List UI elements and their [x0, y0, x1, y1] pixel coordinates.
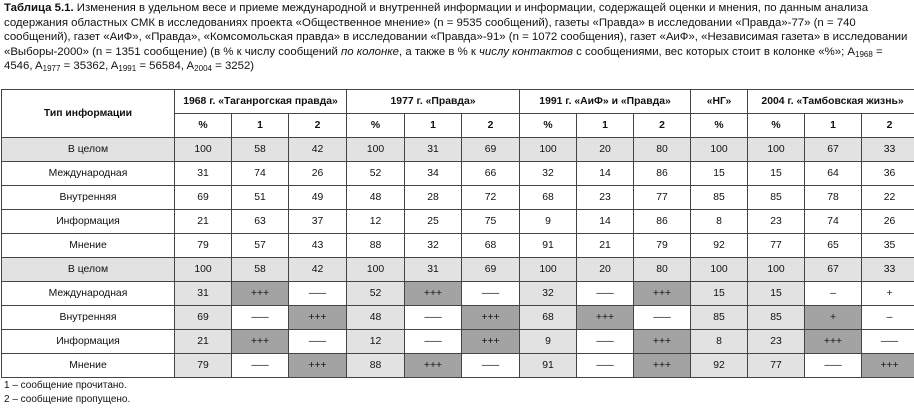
table-cell: 51 [232, 186, 289, 210]
table-cell: +++ [232, 282, 289, 306]
table-row [2, 306, 914, 330]
table-cell: + [862, 282, 914, 306]
table-row [2, 138, 914, 162]
sub-header: % [347, 114, 405, 138]
table-row [2, 210, 914, 234]
table-cell: 52 [347, 162, 405, 186]
table-cell: 28 [405, 186, 462, 210]
table-row [2, 234, 914, 258]
table-cell: 79 [175, 354, 232, 378]
table-cell: 48 [347, 186, 405, 210]
table-cell: 58 [232, 138, 289, 162]
table-cell: 35 [862, 234, 914, 258]
table-cell: 15 [748, 162, 805, 186]
table-cell: 92 [691, 354, 748, 378]
table-cell: 69 [175, 306, 232, 330]
table-cell: 8 [691, 210, 748, 234]
table-cell: 69 [462, 258, 520, 282]
table-cell: +++ [405, 282, 462, 306]
table-cell: 68 [520, 186, 577, 210]
table-cell: ––– [634, 306, 691, 330]
table-cell: 100 [691, 258, 748, 282]
table-cell: 8 [691, 330, 748, 354]
table-cell: 20 [577, 138, 634, 162]
data-table [1, 89, 914, 378]
table-cell: 21 [175, 210, 232, 234]
table-cell: ––– [405, 330, 462, 354]
group-header: 1977 г. «Правда» [347, 90, 520, 114]
table-cell: ––– [462, 282, 520, 306]
table-cell: 69 [175, 186, 232, 210]
row-label: Внутренняя [2, 306, 175, 330]
table-cell: +++ [862, 354, 914, 378]
table-row [2, 186, 914, 210]
table-cell: – [805, 282, 862, 306]
caption-italic: числу контактов [479, 45, 573, 58]
row-label: Внутренняя [2, 186, 175, 210]
table-cell: 74 [232, 162, 289, 186]
table-cell: 80 [634, 138, 691, 162]
table-cell: 21 [175, 330, 232, 354]
caption-number: Таблица 5.1. [4, 2, 74, 14]
table-cell: 31 [175, 282, 232, 306]
footnotes [4, 379, 130, 406]
table-cell: 31 [405, 258, 462, 282]
table-cell: 69 [462, 138, 520, 162]
table-cell: 88 [347, 354, 405, 378]
table-cell: 37 [289, 210, 347, 234]
table-row [2, 162, 914, 186]
table-cell: 64 [805, 162, 862, 186]
table-cell: 15 [748, 282, 805, 306]
table-cell: 23 [748, 330, 805, 354]
table-cell: 72 [462, 186, 520, 210]
table-cell: ––– [577, 282, 634, 306]
sub-header: % [520, 114, 577, 138]
table-cell: 85 [691, 306, 748, 330]
table-cell: 12 [347, 210, 405, 234]
sub-header: % [175, 114, 232, 138]
row-label: Мнение [2, 234, 175, 258]
table-cell: 100 [175, 138, 232, 162]
table-cell: ––– [289, 282, 347, 306]
table-cell: 9 [520, 210, 577, 234]
sub-header: 1 [805, 114, 862, 138]
row-label: Международная [2, 282, 175, 306]
sub-header: 2 [634, 114, 691, 138]
table-cell: ––– [289, 330, 347, 354]
row-label: В целом [2, 138, 175, 162]
table-cell: ––– [577, 354, 634, 378]
table-cell: 100 [347, 258, 405, 282]
table-cell: 78 [805, 186, 862, 210]
table-cell: 32 [520, 282, 577, 306]
table-cell: 88 [347, 234, 405, 258]
table-cell: 32 [405, 234, 462, 258]
table-cell: 77 [748, 354, 805, 378]
table-cell: – [862, 306, 914, 330]
table-cell: 32 [520, 162, 577, 186]
table-cell: 26 [862, 210, 914, 234]
caption-subscript: 2004 [194, 64, 212, 74]
table-cell: 77 [748, 234, 805, 258]
table-cell: 85 [691, 186, 748, 210]
table-cell: ––– [577, 330, 634, 354]
table-cell: 31 [405, 138, 462, 162]
sub-header: 1 [405, 114, 462, 138]
table-cell: 14 [577, 210, 634, 234]
table-cell: 91 [520, 234, 577, 258]
table-row [2, 354, 914, 378]
group-header: 1991 г. «АиФ» и «Правда» [520, 90, 691, 114]
table-cell: 42 [289, 258, 347, 282]
table-cell: 58 [232, 258, 289, 282]
caption-text: = 3252) [211, 60, 255, 73]
table-cell: 36 [862, 162, 914, 186]
table-cell: 31 [175, 162, 232, 186]
table-cell: +++ [634, 354, 691, 378]
table-cell: 26 [289, 162, 347, 186]
table-cell: ––– [405, 306, 462, 330]
table-cell: +++ [805, 330, 862, 354]
table-cell: 43 [289, 234, 347, 258]
table-cell: 49 [289, 186, 347, 210]
caption-text: , а также в % к [399, 45, 480, 58]
table-cell: +++ [462, 330, 520, 354]
table-cell: ––– [232, 306, 289, 330]
caption-subscript: 1991 [118, 64, 137, 74]
caption-text: = 4546, A [4, 45, 883, 73]
table-cell: 48 [347, 306, 405, 330]
footnote: 1 – сообщение прочитано. [4, 380, 127, 391]
table-cell: ––– [862, 330, 914, 354]
table-cell: 74 [805, 210, 862, 234]
table-cell: +++ [405, 354, 462, 378]
caption-text: Изменения в удельном весе и приеме международной и внутренней информации и информации, содержащей оценки и мнения, по данным анализа содержания областных СМК в исследованиях проекта «Общественное мнение» (n = 9535 сообщений), газеты «Правда» в исследовании «Правда»-77» (n = 740 сообщений), газет «АиФ», «Правда», «Комсомольская правда» в исследовании «Правда»-91» (n = 1072 сообщения), газет «АиФ», «Независимая газета» в исследовании «Выборы-2000» (n = 1351 сообщение) (в % к числу сообщений [4, 2, 908, 58]
table-cell: ––– [232, 354, 289, 378]
group-header: 1968 г. «Таганрогская правда» [175, 90, 347, 114]
sub-header: 2 [862, 114, 914, 138]
table-cell: +++ [462, 306, 520, 330]
table-cell: 86 [634, 162, 691, 186]
caption-italic: по колонке [341, 45, 399, 58]
table-cell: 100 [520, 138, 577, 162]
row-label: Международная [2, 162, 175, 186]
table-cell: 20 [577, 258, 634, 282]
table-cell: 21 [577, 234, 634, 258]
table-cell: +++ [289, 354, 347, 378]
table-cell: 86 [634, 210, 691, 234]
table-cell: 34 [405, 162, 462, 186]
row-label: Информация [2, 210, 175, 234]
sub-header: % [748, 114, 805, 138]
caption-text: = 35362, A [60, 60, 119, 73]
sub-header: 2 [289, 114, 347, 138]
table-row [2, 330, 914, 354]
caption-subscript: 1977 [42, 64, 61, 74]
row-label: В целом [2, 258, 175, 282]
table-cell: 67 [805, 258, 862, 282]
table-cell: 14 [577, 162, 634, 186]
sub-header: 2 [462, 114, 520, 138]
group-header: «НГ» [691, 90, 748, 114]
table-cell: 68 [462, 234, 520, 258]
table-cell: 33 [862, 138, 914, 162]
row-label: Информация [2, 330, 175, 354]
caption-subscript: 1968 [855, 49, 873, 59]
table-cell: 100 [520, 258, 577, 282]
table-cell: 92 [691, 234, 748, 258]
table-cell: +++ [634, 330, 691, 354]
caption-text: = 56584, A [136, 60, 195, 73]
table-cell: 57 [232, 234, 289, 258]
table-cell: 42 [289, 138, 347, 162]
sub-header: % [691, 114, 748, 138]
table-cell: ––– [462, 354, 520, 378]
sub-header: 1 [577, 114, 634, 138]
table-cell: +++ [232, 330, 289, 354]
table-cell: 79 [175, 234, 232, 258]
table-cell: 25 [405, 210, 462, 234]
footnote: 2 – сообщение пропущено. [4, 393, 131, 405]
table-cell: 67 [805, 138, 862, 162]
table-cell: 85 [748, 186, 805, 210]
sub-header: 1 [232, 114, 289, 138]
table-cell: 85 [748, 306, 805, 330]
type-header: Тип информации [2, 90, 175, 138]
table-cell: 65 [805, 234, 862, 258]
table-cell: 33 [862, 258, 914, 282]
table-cell: 100 [175, 258, 232, 282]
table-cell: 23 [577, 186, 634, 210]
table-cell: +++ [634, 282, 691, 306]
table-cell: 100 [748, 138, 805, 162]
table-cell: + [805, 306, 862, 330]
table-cell: 22 [862, 186, 914, 210]
table-cell: 15 [691, 282, 748, 306]
table-cell: 75 [462, 210, 520, 234]
table-cell: 23 [748, 210, 805, 234]
table-cell: 63 [232, 210, 289, 234]
table-cell: 52 [347, 282, 405, 306]
table-cell: 77 [634, 186, 691, 210]
table-cell: 91 [520, 354, 577, 378]
table-caption [4, 1, 910, 74]
table-cell: ––– [805, 354, 862, 378]
table-cell: 15 [691, 162, 748, 186]
table-cell: 12 [347, 330, 405, 354]
table-cell: +++ [577, 306, 634, 330]
table-row [2, 258, 914, 282]
caption-text: с сообщениями, вес которых стоит в колонке «%»; A [572, 45, 856, 58]
table-cell: 9 [520, 330, 577, 354]
table-cell: 66 [462, 162, 520, 186]
table-cell: 100 [748, 258, 805, 282]
row-label: Мнение [2, 354, 175, 378]
table-row [2, 282, 914, 306]
table-cell: 100 [347, 138, 405, 162]
table-cell: 80 [634, 258, 691, 282]
table-cell: 79 [634, 234, 691, 258]
table-cell: 68 [520, 306, 577, 330]
table-cell: 100 [691, 138, 748, 162]
group-header: 2004 г. «Тамбовская жизнь» [748, 90, 914, 114]
table-cell: +++ [289, 306, 347, 330]
